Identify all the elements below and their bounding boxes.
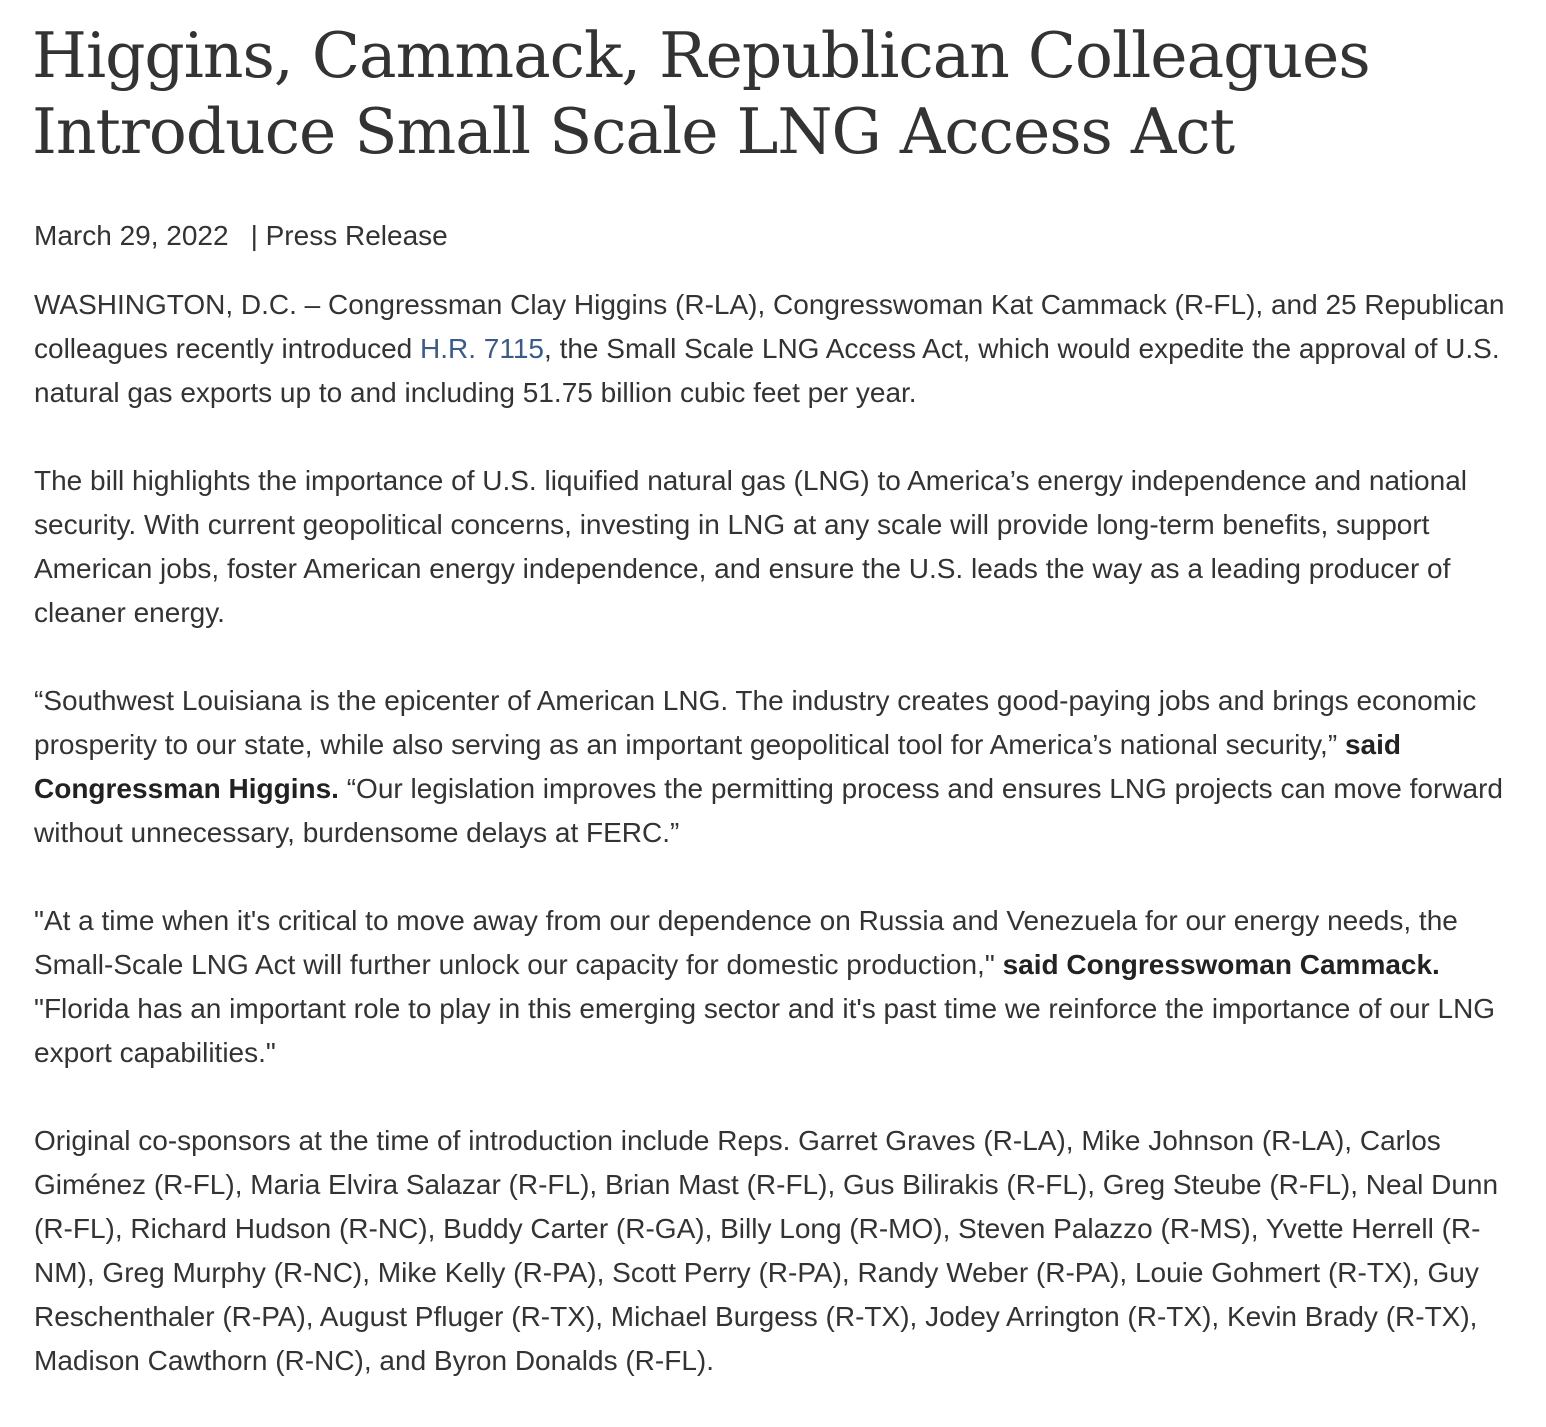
press-release-article: [32, 18, 1522, 1427]
article-meta: [32, 220, 1522, 252]
article-category: | Press Release: [250, 220, 448, 251]
higgins-attribution: said Congressman Higgins.: [34, 729, 1401, 804]
paragraph-cammack-quote: [34, 899, 1522, 1075]
higgins-quote-end: “Our legislation improves the permitting process and ensures LNG projects can move forward without unnecessary, burdensome delays at FERC.”: [34, 773, 1504, 848]
paragraph-intro: [34, 283, 1522, 415]
bill-link[interactable]: H.R. 7115: [420, 333, 545, 364]
article-title: Higgins, Cammack, Republican Colleagues Introduce Small Scale LNG Access Act: [32, 19, 1370, 168]
cammack-quote-start: "At a time when it's critical to move away from our dependence on Russia and Venezuela for our energy needs, the Small-Scale LNG Act will further unlock our capacity for domestic production,": [34, 905, 1458, 980]
paragraph-higgins-quote: [34, 679, 1522, 855]
cammack-attribution: said Congresswoman Cammack.: [1002, 949, 1440, 980]
paragraph-intro-text-end: , the Small Scale LNG Access Act, which would expedite the approval of U.S. natural gas exports up to and including 51.75 billion cubic feet per year.: [34, 333, 1500, 408]
higgins-quote-start: “Southwest Louisiana is the epicenter of American LNG. The industry creates good-paying jobs and brings economic prosperity to our state, while also serving as an important geopolitical tool for America’s national security,”: [34, 685, 1477, 760]
cammack-quote-end: "Florida has an important role to play in this emerging sector and it's past time we reinforce the importance of our LNG export capabilities.": [34, 993, 1496, 1068]
article-body: [32, 283, 1522, 1383]
article-date: March 29, 2022: [34, 220, 229, 251]
paragraph-intro-text-start: WASHINGTON, D.C. – Congressman Clay Higgins (R-LA), Congresswoman Kat Cammack (R-FL), and 25 Republican colleagues recently introduced: [34, 289, 1505, 364]
paragraph-bill-highlights: The bill highlights the importance of U.S. liquified natural gas (LNG) to America’s energy independence and national security. With current geopolitical concerns, investing in LNG at any scale will provide long-term benefits, support American jobs, foster American energy independence, and ensure the U.S. leads the way as a leading producer of cleaner energy.: [34, 465, 1467, 628]
paragraph-cosponsors: Original co-sponsors at the time of introduction include Reps. Garret Graves (R-LA), Mike Johnson (R-LA), Carlos Giménez (R-FL), Maria Elvira Salazar (R-FL), Brian Mast (R-FL), Gus Bilirakis (R-FL), Greg Steube (R-FL), Neal Dunn (R-FL), Richard Hudson (R-NC), Buddy Carter (R-GA), Billy Long (R-MO), Steven Palazzo (R-MS), Yvette Herrell (R-NM), Greg Murphy (R-NC), Mike Kelly (R-PA), Scott Perry (R-PA), Randy Weber (R-PA), Louie Gohmert (R-TX), Guy Reschenthaler (R-PA), August Pfluger (R-TX), Michael Burgess (R-TX), Jodey Arrington (R-TX), Kevin Brady (R-TX), Madison Cawthorn (R-NC), and Byron Donalds (R-FL).: [34, 1125, 1499, 1376]
